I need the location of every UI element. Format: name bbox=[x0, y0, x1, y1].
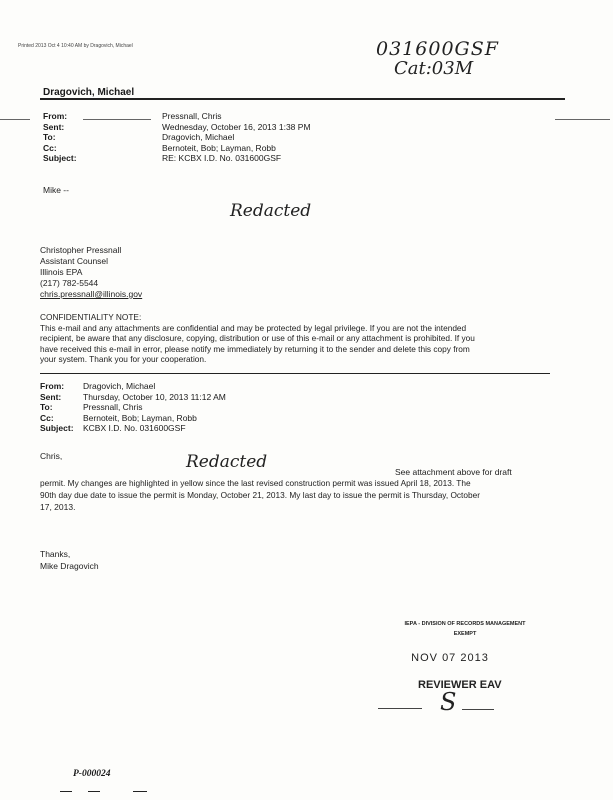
orig-sent-label: Sent: bbox=[40, 391, 62, 402]
orig-greeting: Chris, bbox=[40, 451, 63, 461]
handwritten-category: Cat:03M bbox=[394, 58, 474, 79]
sent-label: Sent: bbox=[43, 121, 65, 132]
fax-header: Printed 2013 Oct 4 10:40 AM by Dragovich, Michael bbox=[18, 43, 133, 49]
orig-closing-name: Mike Dragovich bbox=[40, 561, 99, 571]
to-value: Dragovich, Michael bbox=[162, 132, 235, 142]
stamp-exempt: EXEMPT bbox=[453, 631, 477, 637]
signature-block bbox=[40, 245, 142, 300]
stamp-reviewer: REVIEWER EAV bbox=[418, 679, 502, 691]
confidentiality-line: This e-mail and any attachments are confidential and may be protected by legal privilege. If you are not the intended bbox=[40, 322, 467, 333]
stamp-signature-mark: S bbox=[440, 688, 457, 716]
confidentiality-line: recipient, be aware that any disclosure, copying, distribution or use of this e-mail or any attachment is prohibited. If you bbox=[40, 333, 475, 344]
confidentiality-note bbox=[40, 312, 475, 365]
sender-title: Dragovich, Michael bbox=[43, 87, 135, 98]
orig-to-label: To: bbox=[40, 402, 53, 412]
stamp-date: NOV 07 2013 bbox=[411, 652, 489, 664]
orig-line-d: 17, 2013. bbox=[40, 502, 76, 512]
orig-from-label: From: bbox=[40, 381, 65, 391]
redacted-mark-1: Redacted bbox=[230, 201, 312, 221]
cc-value: Bernoteit, Bob; Layman, Robb bbox=[162, 142, 276, 153]
signature-name: Christopher Pressnall bbox=[40, 245, 122, 255]
signature-org: Illinois EPA bbox=[40, 267, 83, 277]
signature-email-link[interactable]: chris.pressnall@illinois.gov bbox=[40, 289, 143, 299]
orig-cc-value: Bernoteit, Bob; Layman, Robb bbox=[83, 412, 197, 423]
orig-cc-label: Cc: bbox=[40, 412, 54, 423]
orig-sent-value: Thursday, October 10, 2013 11:12 AM bbox=[83, 391, 226, 402]
signature-title: Assistant Counsel bbox=[40, 256, 109, 266]
stamp-header: IEPA - DIVISION OF RECORDS MANAGEMENT bbox=[404, 621, 526, 627]
orig-from-value: Dragovich, Michael bbox=[83, 381, 156, 391]
confidentiality-heading: CONFIDENTIALITY NOTE: bbox=[40, 312, 142, 322]
top-email-header bbox=[43, 111, 563, 167]
subject-label: Subject: bbox=[43, 153, 77, 163]
to-label: To: bbox=[43, 132, 56, 142]
confidentiality-line: have received this e-mail in error, please notify me immediately by returning it to the sender and delete this copy from bbox=[40, 343, 470, 354]
orig-closing: Thanks, bbox=[40, 549, 71, 559]
subject-value: RE: KCBX I.D. No. 031600GSF bbox=[162, 153, 282, 163]
from-label: From: bbox=[43, 111, 68, 121]
handwritten-id: 031600GSF bbox=[376, 38, 499, 60]
sent-value: Wednesday, October 16, 2013 1:38 PM bbox=[162, 121, 311, 132]
bates-number: P-000024 bbox=[73, 769, 111, 779]
orig-line-c: 90th day due date to issue the permit is Monday, October 21, 2013. My last day to issue the permit is Thursday, October bbox=[40, 490, 480, 500]
orig-subject-value: KCBX I.D. No. 031600GSF bbox=[83, 423, 186, 433]
signature-phone: (217) 782-5544 bbox=[40, 278, 99, 288]
orig-line-b: permit. My changes are highlighted in yellow since the last revised construction permit was issued April 18, 2013. The bbox=[40, 478, 471, 488]
top-greeting: Mike -- bbox=[43, 185, 69, 195]
confidentiality-line: your system. Thank you for your cooperation. bbox=[40, 354, 207, 365]
from-value: Pressnall, Chris bbox=[162, 111, 222, 121]
orig-line-a: See attachment above for draft bbox=[395, 467, 512, 477]
message-separator bbox=[40, 373, 550, 374]
orig-to-value: Pressnall, Chris bbox=[83, 402, 143, 412]
redacted-mark-2: Redacted bbox=[186, 452, 268, 472]
title-divider bbox=[40, 98, 565, 100]
cc-label: Cc: bbox=[43, 142, 57, 153]
orig-email-header bbox=[40, 381, 560, 437]
orig-subject-label: Subject: bbox=[40, 423, 74, 433]
